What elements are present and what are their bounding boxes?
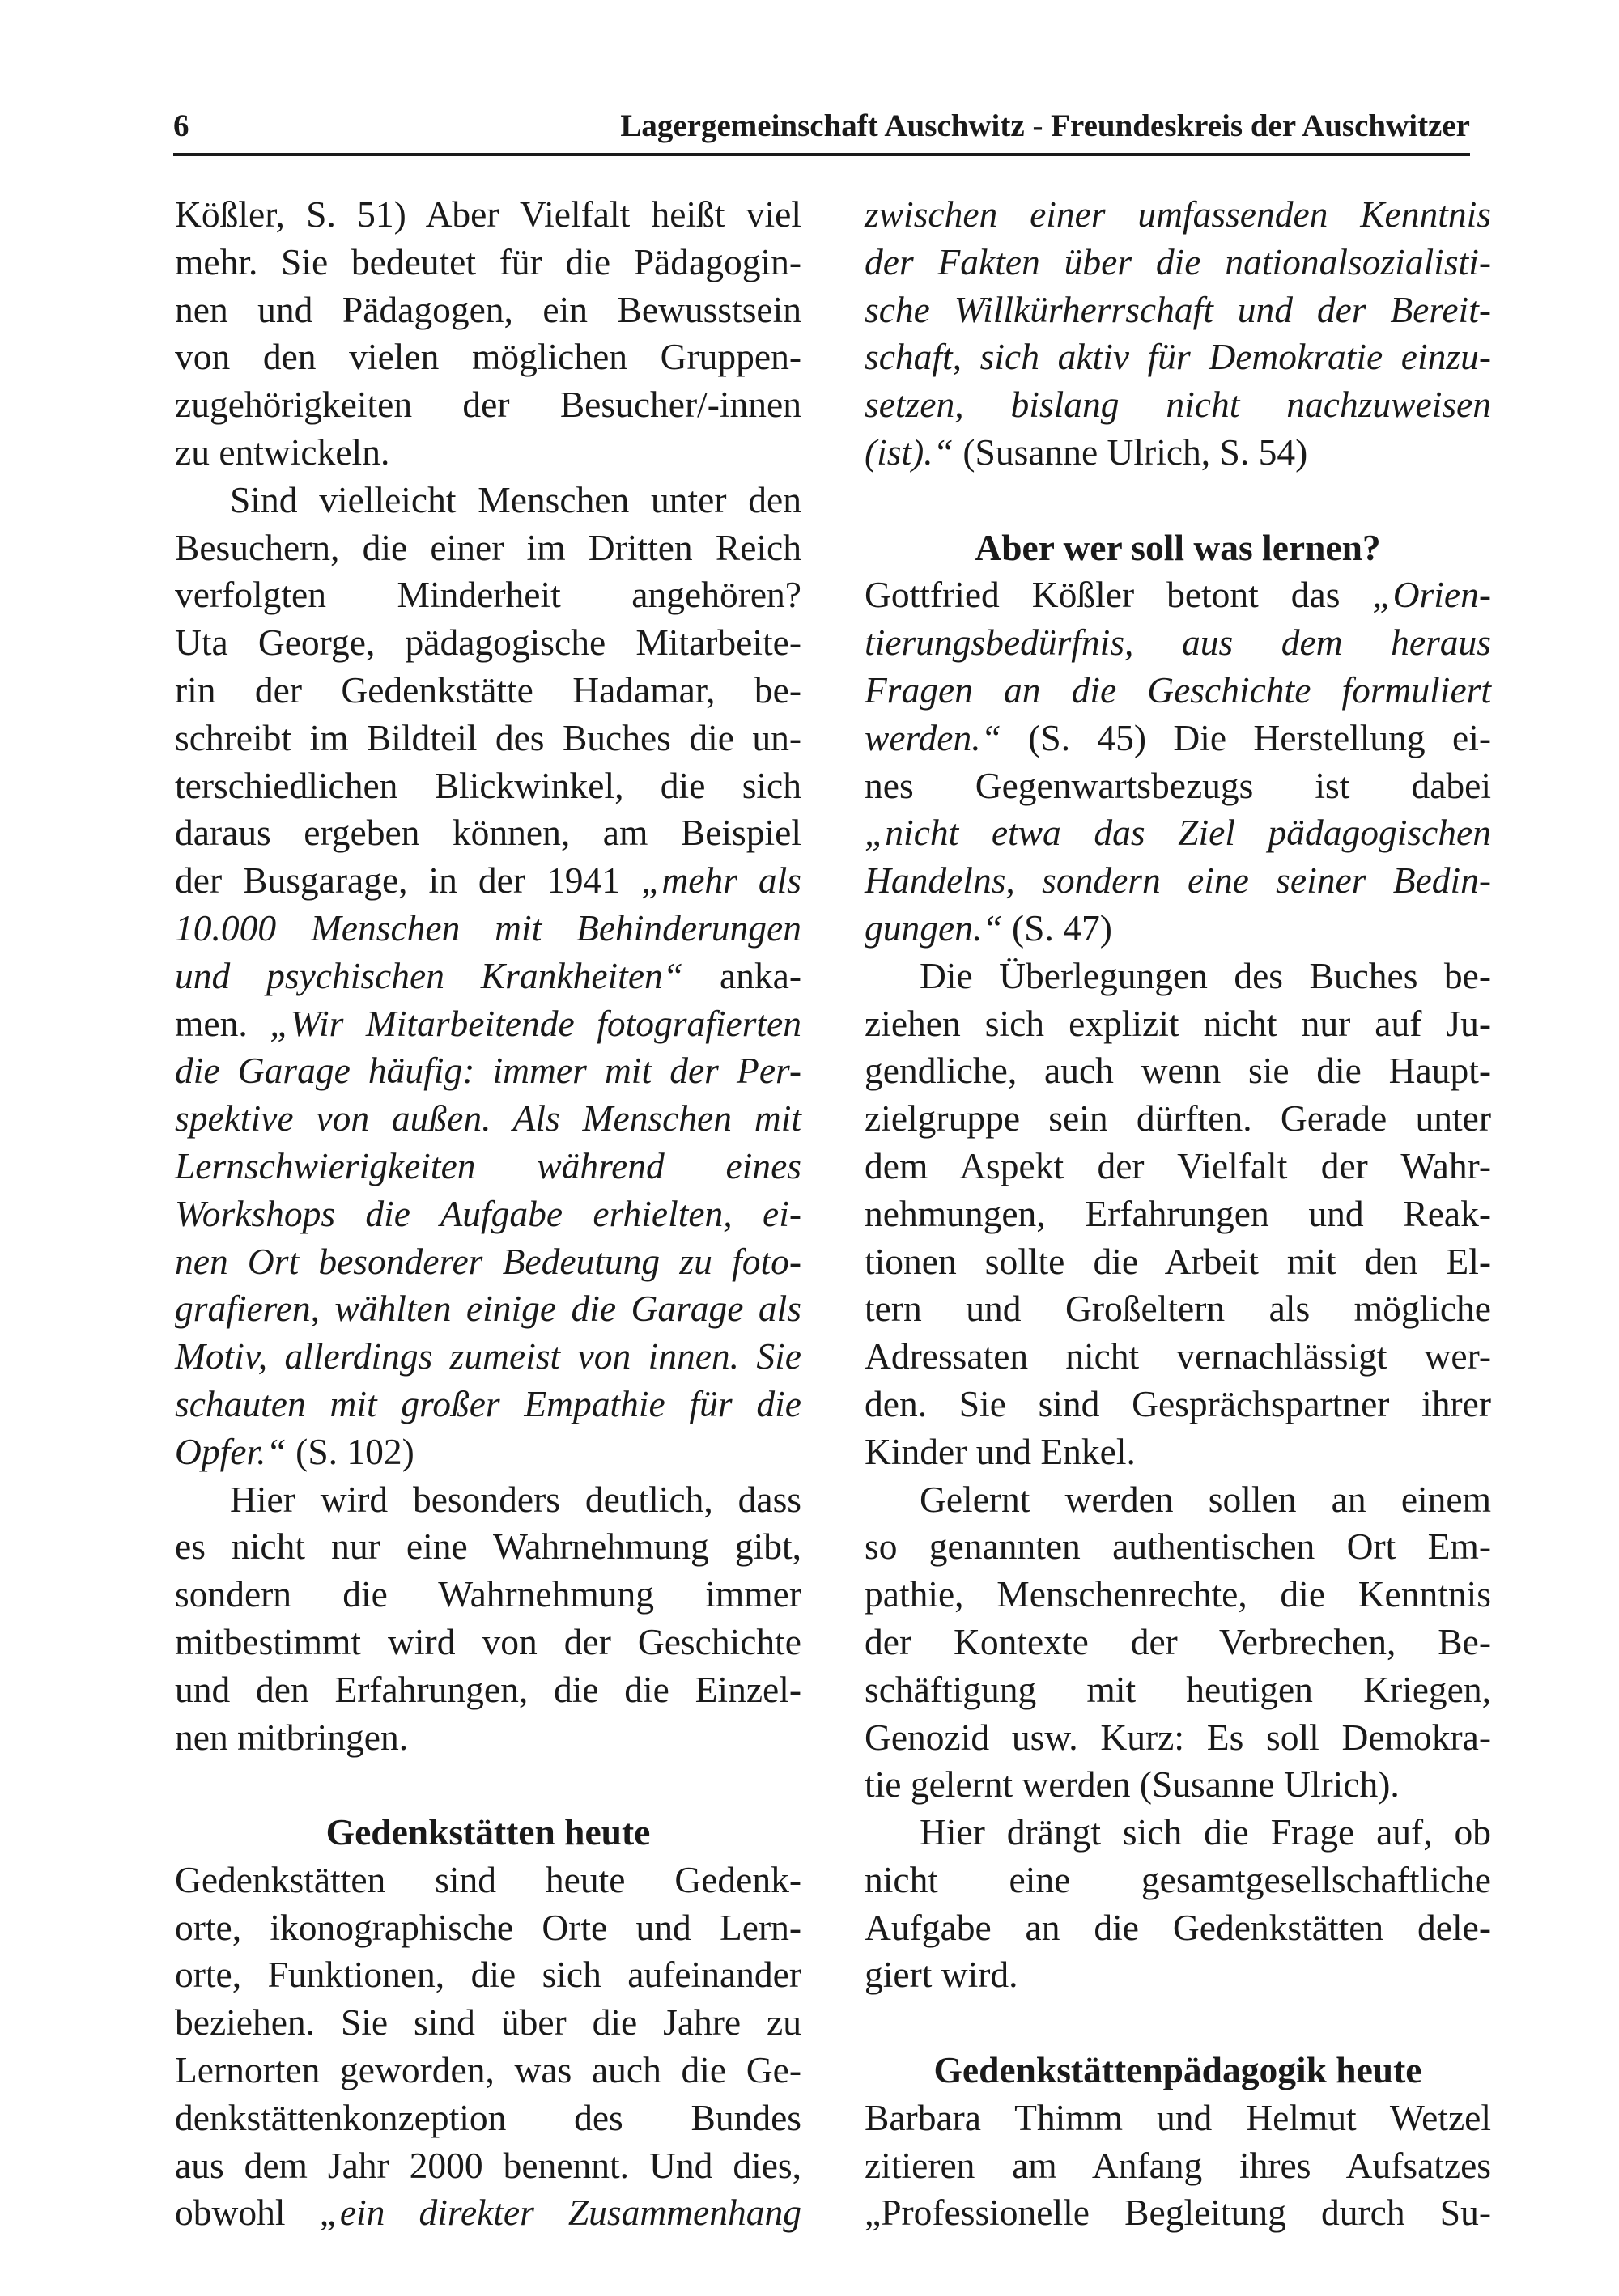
body-text: mitbestimmt wird von der Geschichte [175,1620,801,1662]
text-line [175,2094,801,2142]
italic-quote-text: Motiv, allerdings zumeist von innen. Sie [175,1335,801,1377]
text-line [865,429,1491,477]
left-column [175,191,801,2237]
body-text: denkstättenkonzeption des Bundes [175,2096,801,2138]
body-text: und den Erfahrungen, die die Einzel- [175,1668,801,1710]
text-line [865,1238,1491,1286]
text-line [175,1000,801,1048]
text-line [175,809,801,857]
italic-quote-text: „Wir Mitarbeitende fotografierten [270,1002,801,1044]
text-line [865,286,1491,334]
text-line [865,1285,1491,1333]
body-text: tern und Großeltern als mögliche [865,1288,1491,1330]
text-line [175,1333,801,1381]
text-line [175,1190,801,1238]
text-line [175,1238,801,1286]
text-line [865,1428,1491,1476]
text-line [175,1714,801,1762]
text-line [865,809,1491,857]
text-line [865,1476,1491,1524]
text-line [175,953,801,1000]
text-line [175,524,801,572]
body-text: Gelernt werden sollen an einem [920,1478,1491,1520]
italic-quote-text: spektive von außen. Als Menschen mit [175,1097,801,1140]
text-line [175,667,801,715]
body-text: so genannten authentischen Ort Em- [865,1526,1491,1568]
text-line [865,857,1491,905]
body-text: nen mitbringen. [175,1716,409,1758]
text-line [175,571,801,619]
body-text: es nicht nur eine Wahrnehmung gibt, [175,1526,801,1568]
body-text: der Busgarage, in der 1941 [175,859,642,902]
section-heading: Aber wer soll was lernen? [975,526,1381,568]
italic-quote-text: gungen.“ [865,906,1003,949]
text-line [865,1333,1491,1381]
italic-quote-text: schaft, sich aktiv für Demokratie einzu- [865,336,1491,378]
body-text: orte, ikonographische Orte und Lern- [175,1906,801,1948]
body-text: Die Überlegungen des Buches be- [920,954,1491,996]
body-text: Hier drängt sich die Frage auf, ob [920,1811,1491,1853]
right-column [865,191,1491,2237]
body-text: anka- [683,954,801,996]
body-text: verfolgten Minderheit angehören? [175,574,801,616]
text-line [175,191,801,239]
text-line [865,953,1491,1000]
text-line [175,2142,801,2190]
body-text: Lernorten geworden, was auch die Ge- [175,2049,801,2091]
text-line [865,1666,1491,1714]
body-text: beziehen. Sie sind über die Jahre zu [175,2001,801,2043]
text-line [865,571,1491,619]
text-line [865,381,1491,429]
body-text: Aufgabe an die Gedenkstätten dele- [865,1906,1491,1948]
body-text: Kinder und Enkel. [865,1430,1136,1472]
italic-quote-text: „nicht etwa das Ziel pädagogischen [865,812,1491,854]
body-text: ziehen sich explizit nicht nur auf Ju- [865,1002,1491,1044]
body-text: zugehörigkeiten der Besucher/-innen [175,384,801,426]
text-line [175,1619,801,1666]
text-line [175,2189,801,2237]
body-text: (S. 45) Die Herstellung ei- [1001,716,1491,758]
header-rule [173,153,1470,156]
body-text: schäftigung mit heutigen Kriegen, [865,1668,1491,1710]
body-text: „Professionelle Begleitung durch Su- [865,2192,1491,2234]
body-text: (Susanne Ulrich, S. 54) [953,431,1308,473]
italic-quote-text: werden.“ [865,716,1001,758]
text-line [865,905,1491,953]
body-text: pathie, Menschenrechte, die Kenntnis [865,1573,1491,1615]
text-line [865,715,1491,762]
body-text: Besuchern, die einer im Dritten Reich [175,526,801,568]
text-line [865,762,1491,810]
body-text: Barbara Thimm und Helmut Wetzel [865,2096,1491,2138]
body-text: von den vielen möglichen Gruppen- [175,336,801,378]
italic-quote-text: Opfer.“ [175,1430,287,1472]
italic-quote-text: grafieren, wählten einige die Garage als [175,1288,801,1330]
text-line [175,1951,801,1999]
text-line [175,477,801,524]
text-line [175,2047,801,2094]
body-text: nen und Pädagogen, ein Bewusstsein [175,288,801,330]
text-line [865,1047,1491,1095]
text-line [865,2142,1491,2190]
body-text: Sind vielleicht Menschen unter den [230,478,801,520]
italic-quote-text: 10.000 Menschen mit Behinderungen [175,906,801,949]
text-line [865,333,1491,381]
text-line [865,619,1491,667]
section-heading: Gedenkstätten heute [325,1811,651,1853]
text-line [865,1000,1491,1048]
body-text: daraus ergeben können, am Beispiel [175,812,801,854]
text-line [865,1714,1491,1762]
text-line [175,1857,801,1904]
italic-quote-text: zwischen einer umfassenden Kenntnis [865,193,1491,235]
italic-quote-text: sche Willkürherrschaft und der Bereit- [865,288,1491,330]
body-text: mehr. Sie bedeutet für die Pädagogin- [175,240,801,282]
text-line [865,1190,1491,1238]
text-line [865,1095,1491,1143]
italic-quote-text: Handelns, sondern eine seiner Bedin- [865,859,1491,902]
body-text: (S. 102) [286,1430,414,1472]
italic-quote-text: schauten mit großer Empathie für die [175,1382,801,1424]
running-title: Lagergemeinschaft Auschwitz - Freundeskreis der Auschwitzer [620,108,1470,143]
body-text: rin der Gedenkstätte Hadamar, be- [175,668,801,711]
text-line [175,1381,801,1428]
italic-quote-text: „Orien- [1372,574,1491,616]
text-line [865,1857,1491,1904]
body-text: tie gelernt werden (Susanne Ulrich). [865,1763,1400,1806]
text-line [175,1143,801,1190]
text-line [175,239,801,286]
italic-quote-text: „mehr als [641,859,801,902]
text-line [865,1571,1491,1619]
body-text: nehmungen, Erfahrungen und Reak- [865,1192,1491,1234]
body-text: Gottfried Kößler betont das [865,574,1373,616]
text-line [175,1428,801,1476]
text-line [175,619,801,667]
text-line [175,1095,801,1143]
italic-quote-text: Workshops die Aufgabe erhielten, ei- [175,1192,801,1234]
body-text: aus dem Jahr 2000 benennt. Und dies, [175,2144,801,2186]
body-text: tionen sollte die Arbeit mit den El- [865,1240,1491,1282]
text-line [175,381,801,429]
body-text: Genozid usw. Kurz: Es soll Demokra- [865,1716,1491,1758]
italic-quote-text: nen Ort besonderer Bedeutung zu foto- [175,1240,801,1282]
text-line [175,1666,801,1714]
text-line [175,1999,801,2047]
body-text: Adressaten nicht vernachlässigt wer- [865,1335,1491,1377]
text-line [175,429,801,477]
italic-quote-text: der Fakten über die nationalsozialisti- [865,240,1491,282]
italic-quote-text: (ist).“ [865,431,954,473]
body-text: giert wird. [865,1954,1018,1996]
text-line [865,1143,1491,1190]
italic-quote-text: Fragen an die Geschichte formuliert [865,668,1491,711]
text-line [865,191,1491,239]
italic-quote-text: Lernschwierigkeiten während eines [175,1144,801,1186]
body-text: terschiedlichen Blickwinkel, die sich [175,764,801,806]
page-number: 6 [173,108,189,143]
text-line [175,1476,801,1524]
text-line [865,1523,1491,1571]
body-text: nes Gegenwartsbezugs ist dabei [865,764,1491,806]
paragraph-gap [865,1999,1491,2047]
body-text: nicht eine gesamtgesellschaftliche [865,1858,1491,1900]
text-line [865,1904,1491,1952]
text-line [175,857,801,905]
body-text: orte, Funktionen, die sich aufeinander [175,1954,801,1996]
text-line [175,333,801,381]
body-text: der Kontexte der Verbrechen, Be- [865,1620,1491,1662]
body-text: men. [175,1002,270,1044]
text-line [865,1619,1491,1666]
text-line [865,2189,1491,2237]
body-text: zielgruppe sein dürften. Gerade unter [865,1097,1491,1140]
text-line [175,1523,801,1571]
text-line [175,1904,801,1952]
text-line [865,1381,1491,1428]
text-line [865,1761,1491,1809]
italic-quote-text: „ein direkter Zusammenhang [319,2192,801,2234]
italic-quote-text: setzen, bislang nicht nachzuweisen [865,384,1491,426]
body-text: zitieren am Anfang ihres Aufsatzes [865,2144,1491,2186]
text-line [175,1047,801,1095]
body-text: dem Aspekt der Vielfalt der Wahr- [865,1144,1491,1186]
text-line [865,667,1491,715]
body-text: zu entwickeln. [175,431,390,473]
text-line [175,905,801,953]
text-line [865,239,1491,286]
italic-quote-text: und psychischen Krankheiten“ [175,954,684,996]
body-text: Hier wird besonders deutlich, dass [230,1478,801,1520]
body-text: (S. 47) [1002,906,1112,949]
paragraph-gap [865,477,1491,524]
text-line [175,286,801,334]
text-line [865,2094,1491,2142]
page-header [173,104,1470,149]
body-text: Gedenkstätten sind heute Gedenk- [175,1858,801,1900]
body-text: schreibt im Bildteil des Buches die un- [175,716,801,758]
text-line [175,715,801,762]
body-text: den. Sie sind Gesprächspartner ihrer [865,1382,1491,1424]
body-text: Uta George, pädagogische Mitarbeite- [175,622,801,664]
body-text: gendliche, auch wenn sie die Haupt- [865,1050,1491,1092]
text-line [865,1809,1491,1857]
text-line [865,1951,1491,1999]
text-line [175,1571,801,1619]
italic-quote-text: tierungsbedürfnis, aus dem heraus [865,622,1491,664]
paragraph-gap [175,1761,801,1809]
text-line [175,1285,801,1333]
body-text: Kößler, S. 51) Aber Vielfalt heißt viel [175,193,801,235]
text-line [175,762,801,810]
section-heading: Gedenkstättenpädagogik heute [933,2049,1422,2091]
italic-quote-text: die Garage häufig: immer mit der Per- [175,1050,801,1092]
body-text: obwohl [175,2192,320,2234]
body-text: sondern die Wahrnehmung immer [175,1573,801,1615]
